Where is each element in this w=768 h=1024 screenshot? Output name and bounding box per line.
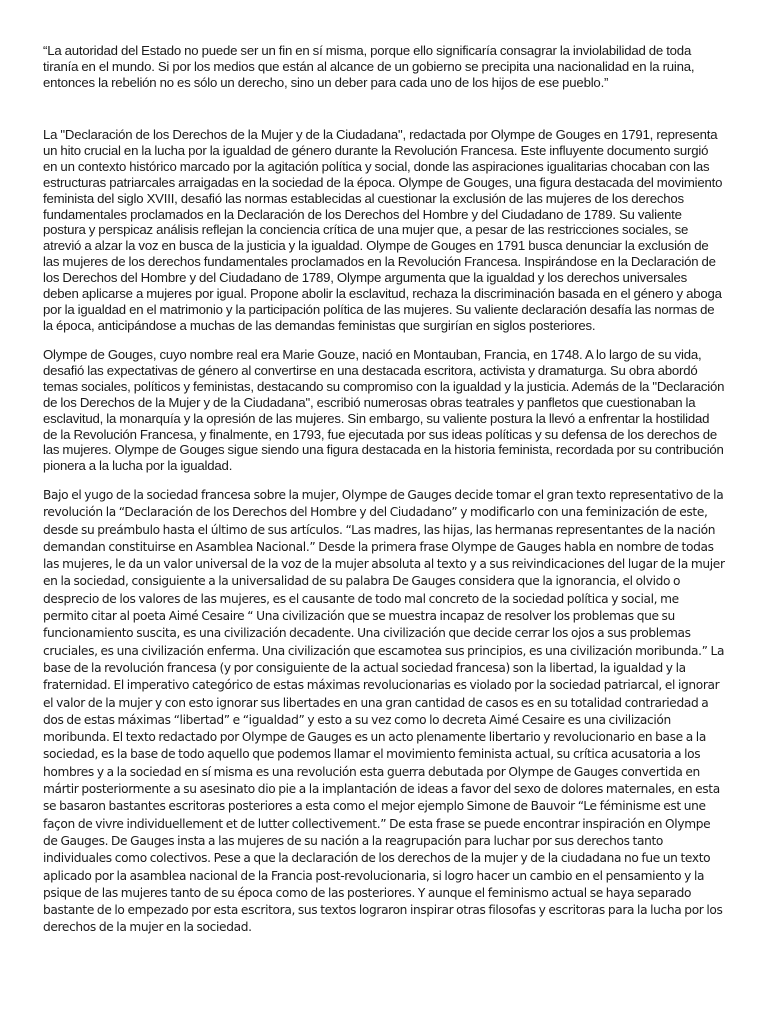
declaration-intro-paragraph: La "Declaración de los Derechos de la Mujer y de la Ciudadana", redactada por Olympe de Gouges en 1791, representa un hito crucial en la lucha por la igualdad de género durante la Revolución Francesa. Este influyente documento surgió en un contexto histórico marcado por la agitación política y social, donde las aspiraciones igualitarias chocaban con las estructuras patriarcales arraigadas en la sociedad de la época. Olympe de Gouges, una figura destacada del movimiento feminista del siglo XVIII, desafió las normas establecidas al cuestionar la exclusión de las mujeres de los derechos fundamentales proclamados en la Declaración de los Derechos del Hombre y del Ciudadano de 1789. Su valiente postura y perspicaz análisis reflejan la conciencia crítica de una mujer que, a pesar de las restricciones sociales, se atrevió a alzar la voz en busca de la justicia y la igualdad. Olympe de Gouges en 1791 busca denunciar la exclusión de las mujeres de los derechos fundamentales proclamados en la Revolución Francesa. Inspirándose en la Declaración de los Derechos del Hombre y del Ciudadano de 1789, Olympe argumenta que la igualdad y los derechos universales deben aplicarse a mujeres por igual. Propone abolir la esclavitud, rechaza la discriminación basada en el género y aboga por la igualdad en el matrimonio y la participación política de las mujeres. Su valiente declaración desafía las normas de la época, anticipándose a muchas de las demandas feministas que surgirían en siglos posteriores. — [43, 127, 723, 333]
opening-quote-paragraph: “La autoridad del Estado no puede ser un fin en sí misma, porque ello significaría consagrar la inviolabilidad de toda tiranía en el mundo. Si por los medios que están al alcance de un gobierno se precipita una nacionalidad en la ruina, entonces la rebelión no es sólo un derecho, sino un deber para cada uno de los hijos de ese pueblo.” — [43, 43, 695, 90]
biography-paragraph: Olympe de Gouges, cuyo nombre real era Marie Gouze, nació en Montauban, Francia, en 1748. A lo largo de su vida, desafió las expectativas de género al convertirse en una destacada escritora, activista y dramaturga. Su obra abordó temas sociales, políticos y feministas, destacando su compromiso con la igualdad y la justicia. Además de la "Declaración de los Derechos de la Mujer y de la Ciudadana", escribió numerosas obras teatrales y panfletos que cuestionaban la esclavitud, la monarquía y la opresión de las mujeres. Sin embargo, su valiente postura la llevó a enfrentar la hostilidad de la Revolución Francesa, y finalmente, en 1793, fue ejecutada por sus ideas políticas y su defensa de los derechos de las mujeres. Olympe de Gouges sigue siendo una figura destacada en la historia feminista, recordada por su contribución pionera a la lucha por la igualdad. — [43, 347, 725, 474]
analysis-paragraph: Bajo el yugo de la sociedad francesa sobre la mujer, Olympe de Gauges decide tomar el gran texto representativo de la revolución la “Declaración de los Derechos del Hombre y del Ciudadano” y modificarlo con una feminización de este, desde su preámbulo hasta el último de sus artículos. “Las madres, las hijas, las hermanas representantes de la nación demandan constituirse en Asamblea Nacional.” Desde la primera frase Olympe de Gauges habla en nombre de todas las mujeres, le da un valor universal de la voz de la mujer absoluta al texto y a sus reivindicaciones del lugar de la mujer en la sociedad, consiguiente a la universalidad de su palabra De Gauges considera que la ignorancia, el olvido o desprecio de los valores de las mujeres, es el causante de todo mal concreto de la sociedad política y social, me permito citar al poeta Aimé Cesaire “ Una civilización que se muestra incapaz de resolver los problemas que su funcionamiento suscita, es una civilización decadente. Una civilización que decide cerrar los ojos a sus problemas cruciales, es una civilización enferma. Una civilización que escamotea sus principios, es una civilización moribunda.” La base de la revolución francesa (y por consiguiente de la actual sociedad francesa) son la libertad, la igualdad y la fraternidad. El imperativo categórico de estas máximas revolucionarias es violado por la sociedad patriarcal, el ignorar el valor de la mujer y con esto ignorar sus libertades en una gran cantidad de casos es en su totalidad contrariedad a dos de estas máximas “libertad” e “igualdad” y esto a su vez como lo decreta Aimé Cesaire es una civilización moribunda. El texto redactado por Olympe de Gauges es un acto plenamente libertario y revolucionario en base a la sociedad, es la base de todo aquello que podemos llamar el movimiento feminista actual, su crítica acusatoria a los hombres y a la sociedad en sí misma es una revolución esta guerra debutada por Olympe de Gauges convertida en mártir posteriormente a su asesinato dio pie a la implantación de ideas a favor del sexo de dolores maternales, en esta se basaron bastantes escritoras posteriores a esta como el mejor ejemplo Simone de Bauvoir “Le féminisme est une façon de vivre individuellement et de lutter collectivement.” De esta frase se puede encontrar inspiración en Olympe de Gauges. De Gauges insta a las mujeres de su nación a la reagrupación para luchar por sus derechos tanto individuales como colectivos. Pese a que la declaración de los derechos de la mujer y de la ciudadana no fue un texto aplicado por la asamblea nacional de la Francia post-revolucionaria, si logro hacer un cambio en el pensamiento y la psique de las mujeres tanto de su época como de las posteriores. Y aunque el feminismo actual se haya separado bastante de lo empezado por esta escritora, sus textos lograron inspirar otras filosofas y escritoras para la lucha por los derechos de la mujer en la sociedad. — [43, 488, 725, 935]
